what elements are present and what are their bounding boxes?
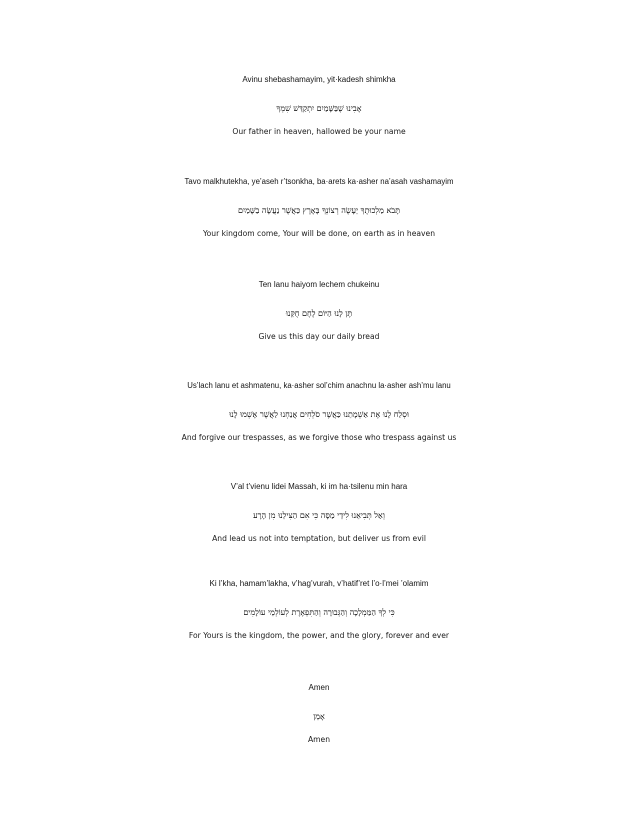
english-translation: And forgive our trespasses, as we forgive those who trespass against us: [181, 433, 457, 442]
transliteration-line: Us’lach lanu et ashmatenu, ka·asher sol’chim anachnu la·asher ash’mu lanu: [187, 381, 451, 390]
stanza-1: [0, 71, 638, 138]
english-translation: Our father in heaven, hallowed be your name: [232, 127, 406, 136]
hebrew-line: אָבִינוּ שֶׁבַּשָּׁמַיִם יִתְקַדֵּשׁ שִׁמְךָ: [276, 104, 362, 113]
english-translation: Your kingdom come, Your will be done, on earth as in heaven: [202, 229, 436, 238]
stanza-2: [0, 173, 638, 240]
english-translation: Amen: [307, 735, 331, 744]
transliteration-line: Ki l’kha, hamam’lakha, v’hag’vurah, v’hatif’ret l’o·l’mei ’olamim: [209, 579, 429, 588]
stanza-5: [0, 478, 638, 545]
stanza-6: [0, 575, 638, 642]
hebrew-line: וּסְלַח לָנוּ אֶת אַשְׁמָתֵנוּ כַּאֲשֶׁר סֹלְחִים אֲנַחְנוּ לַאֲשֶׁר אָשְׁמוּ לָנוּ: [229, 410, 409, 419]
hebrew-line: וְאַל תְּבִיאֵנוּ לִידֵי מַסָּה כִּי אִם הַצִּילֵנוּ מִן הָרָע: [253, 511, 385, 520]
english-translation: For Yours is the kingdom, the power, and the glory, forever and ever: [188, 631, 450, 640]
transliteration-line: Avinu shebashamayim, yit·kadesh shimkha: [242, 75, 396, 84]
stanza-7: [0, 679, 638, 746]
transliteration-line: Tavo malkhutekha, ye’aseh r’tsonkha, ba·arets ka·asher na’asah vashamayim: [184, 177, 454, 186]
transliteration-line: Amen: [308, 683, 330, 692]
hebrew-line: תֶּן לָנוּ הַיּוֹם לֶחֶם חֻקֵּנוּ: [285, 309, 353, 318]
english-translation: And lead us not into temptation, but deliver us from evil: [212, 534, 426, 543]
stanza-4: [0, 377, 638, 444]
stanza-3: [0, 276, 638, 343]
hebrew-line: תָּבֹא מַלְכוּתֶךָ יֵעָשֶׂה רְצוֹנְךָ בָּאָרֶץ כַּאֲשֶׁר נַעֲשָׂה בַשָּׁמַיִם: [238, 206, 400, 215]
transliteration-line: Ten lanu haiyom lechem chukeinu: [258, 280, 380, 289]
hebrew-line: כִּי לְךָ הַמַּמְלָכָה וְהַגְּבוּרָה וְהַתִּפְאֶרֶת לְעוֹלְמֵי עוֹלָמִים: [243, 608, 395, 617]
hebrew-line: אָמֵן: [313, 712, 325, 721]
english-translation: Give us this day our daily bread: [258, 332, 380, 341]
transliteration-line: V’al t’vienu lidei Massah, ki im ha·tsilenu min hara: [230, 482, 408, 491]
